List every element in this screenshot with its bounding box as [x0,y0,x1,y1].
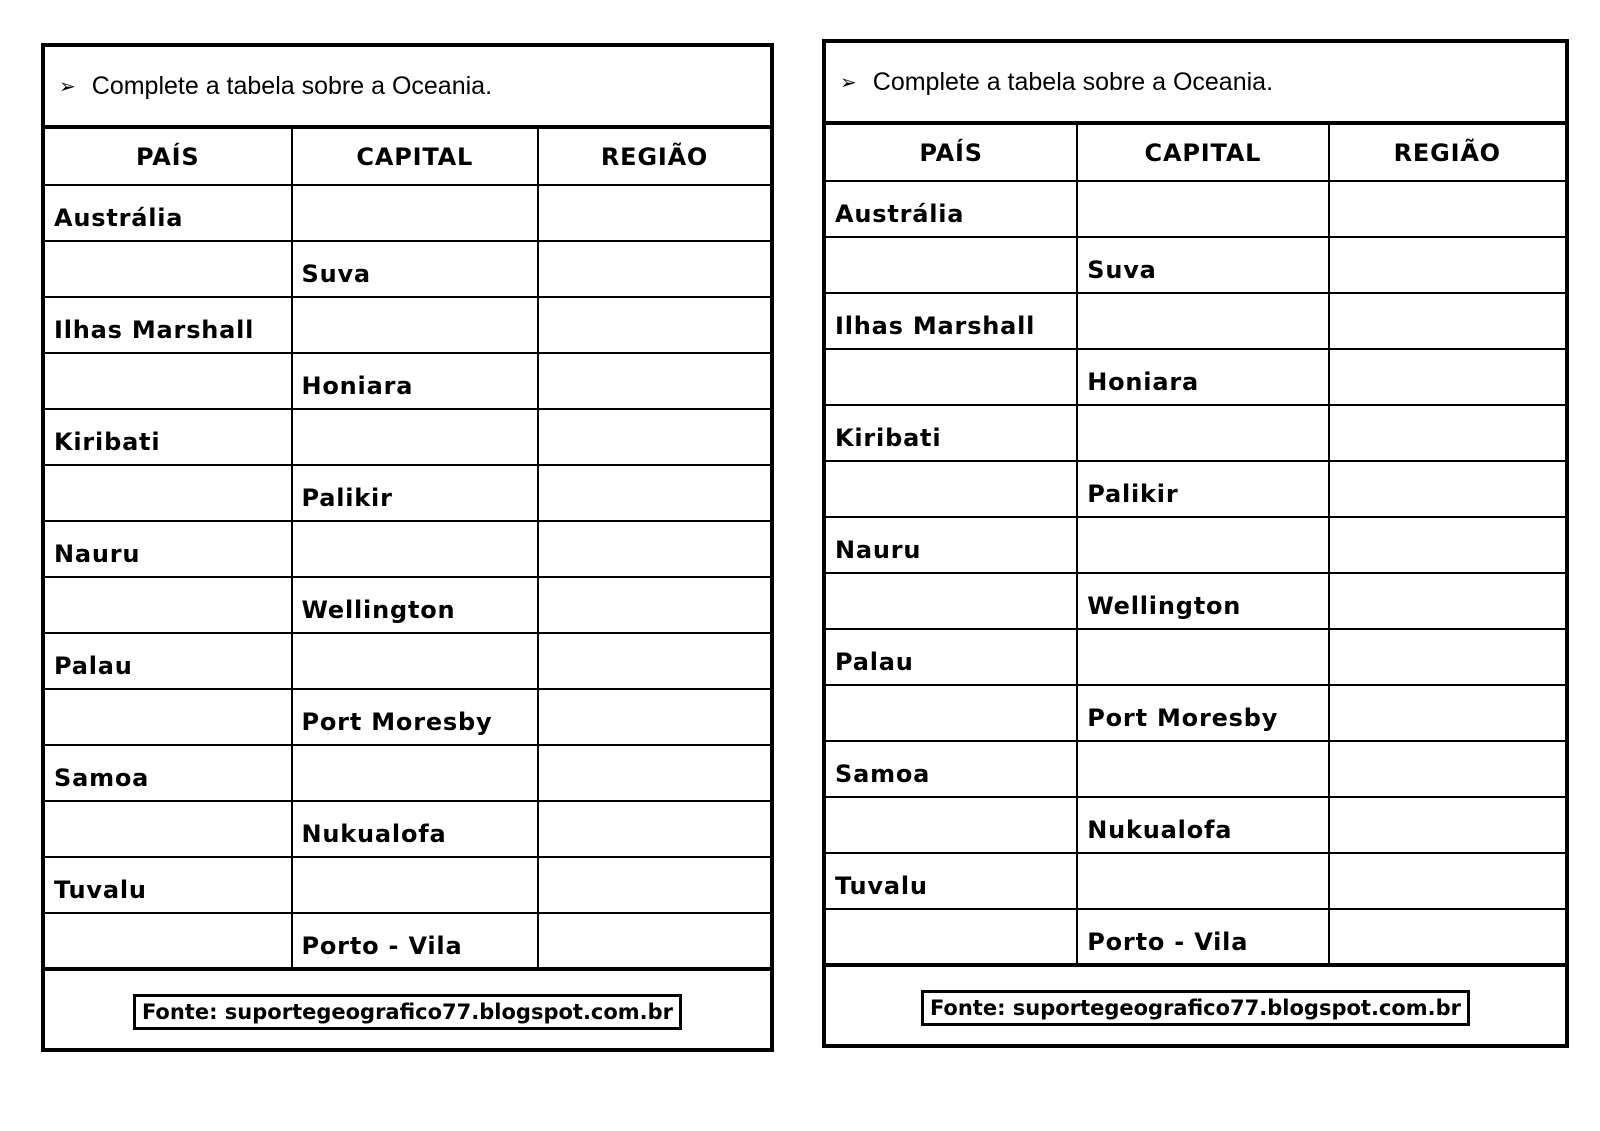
header-regiao: REGIÃO [538,129,770,185]
table-row [45,353,770,409]
cell-pais[interactable]: Ilhas Marshall [826,293,1077,349]
cell-capital[interactable] [292,297,539,353]
cell-pais[interactable]: Samoa [45,745,292,801]
cell-regiao[interactable] [538,689,770,745]
cell-pais[interactable]: Tuvalu [45,857,292,913]
cell-pais[interactable]: Tuvalu [826,853,1077,909]
table-row [826,349,1565,405]
table-row [45,241,770,297]
table-body [45,185,770,969]
cell-pais[interactable] [45,689,292,745]
header-pais: PAÍS [45,129,292,185]
cell-regiao[interactable] [538,577,770,633]
cell-capital[interactable] [1077,405,1328,461]
cell-regiao[interactable] [1329,573,1566,629]
cell-pais[interactable]: Nauru [45,521,292,577]
cell-capital[interactable] [1077,293,1328,349]
worksheet-card-left [41,43,774,1052]
cell-regiao[interactable] [1329,405,1566,461]
table-row [826,797,1565,853]
cell-regiao[interactable] [538,241,770,297]
cell-regiao[interactable] [1329,629,1566,685]
cell-regiao[interactable] [538,409,770,465]
cell-pais[interactable] [826,573,1077,629]
table-header-row [826,125,1565,181]
cell-pais[interactable]: Nauru [826,517,1077,573]
table-row [826,237,1565,293]
cell-pais[interactable]: Kiribati [45,409,292,465]
cell-regiao[interactable] [1329,349,1566,405]
cell-capital[interactable] [292,857,539,913]
header-capital: CAPITAL [292,129,539,185]
cell-regiao[interactable] [1329,293,1566,349]
cell-capital[interactable] [1077,629,1328,685]
cell-pais[interactable] [826,349,1077,405]
header-regiao: REGIÃO [1329,125,1566,181]
table-row [45,633,770,689]
cell-capital[interactable] [1077,181,1328,237]
cell-capital[interactable] [292,521,539,577]
table-row [45,521,770,577]
cell-regiao[interactable] [538,857,770,913]
instruction-header [826,43,1565,125]
header-capital: CAPITAL [1077,125,1328,181]
cell-pais[interactable]: Palau [45,633,292,689]
cell-regiao[interactable] [1329,909,1566,965]
cell-capital[interactable]: Wellington [1077,573,1328,629]
cell-capital[interactable] [292,185,539,241]
cell-pais[interactable] [45,353,292,409]
table-row [826,181,1565,237]
cell-regiao[interactable] [1329,797,1566,853]
cell-capital[interactable]: Nukualofa [292,801,539,857]
cell-capital[interactable]: Porto - Vila [292,913,539,969]
cell-capital[interactable]: Suva [292,241,539,297]
cell-pais[interactable]: Palau [826,629,1077,685]
cell-capital[interactable] [292,409,539,465]
cell-pais[interactable] [826,685,1077,741]
table-row [826,853,1565,909]
table-row [826,461,1565,517]
table-row [45,409,770,465]
cell-regiao[interactable] [538,465,770,521]
cell-capital[interactable] [292,633,539,689]
cell-regiao[interactable] [538,521,770,577]
cell-pais[interactable] [826,797,1077,853]
cell-pais[interactable]: Austrália [826,181,1077,237]
table-row [45,465,770,521]
cell-regiao[interactable] [538,633,770,689]
table-row [45,577,770,633]
table-row [826,573,1565,629]
cell-capital[interactable]: Nukualofa [1077,797,1328,853]
cell-capital[interactable]: Palikir [292,465,539,521]
cell-capital[interactable] [1077,517,1328,573]
table-row [45,913,770,969]
table-row [45,745,770,801]
table-row [826,741,1565,797]
worksheet-card-right [822,39,1569,1048]
cell-capital[interactable]: Wellington [292,577,539,633]
table-row [45,857,770,913]
cell-capital[interactable]: Honiara [1077,349,1328,405]
table-row [826,293,1565,349]
table-row [45,185,770,241]
cell-regiao[interactable] [538,745,770,801]
cell-pais[interactable]: Kiribati [826,405,1077,461]
cell-pais[interactable] [45,801,292,857]
cell-pais[interactable] [45,465,292,521]
table-body [826,181,1565,965]
arrowhead-bullet-icon: ➢ [59,75,76,98]
oceania-table [826,125,1565,967]
cell-pais[interactable] [45,241,292,297]
table-row [45,801,770,857]
cell-pais[interactable]: Austrália [45,185,292,241]
table-row [826,629,1565,685]
table-header-row [45,129,770,185]
cell-capital[interactable]: Port Moresby [292,689,539,745]
table-row [826,685,1565,741]
oceania-table [45,129,770,971]
table-row [45,689,770,745]
cell-capital[interactable]: Suva [1077,237,1328,293]
arrowhead-bullet-icon: ➢ [840,71,857,94]
cell-regiao[interactable] [1329,461,1566,517]
cell-regiao[interactable] [1329,517,1566,573]
cell-pais[interactable] [45,913,292,969]
source-credit: Fonte: suportegeografico77.blogspot.com.br [133,994,682,1030]
cell-capital[interactable]: Palikir [1077,461,1328,517]
source-credit: Fonte: suportegeografico77.blogspot.com.br [921,990,1470,1026]
cell-capital[interactable]: Port Moresby [1077,685,1328,741]
cell-pais[interactable] [826,909,1077,965]
cell-capital[interactable] [1077,741,1328,797]
table-row [826,909,1565,965]
cell-pais[interactable] [826,461,1077,517]
cell-regiao[interactable] [1329,685,1566,741]
instruction-text: Complete a tabela sobre a Oceania. [872,67,1274,96]
footer [45,971,770,1053]
cell-pais[interactable]: Ilhas Marshall [45,297,292,353]
footer [826,967,1565,1049]
cell-pais[interactable] [45,577,292,633]
table-row [826,405,1565,461]
cell-regiao[interactable] [538,801,770,857]
cell-capital[interactable]: Honiara [292,353,539,409]
cell-regiao[interactable] [1329,181,1566,237]
table-row [45,297,770,353]
cell-pais[interactable] [826,237,1077,293]
instruction-header [45,47,770,129]
instruction-text: Complete a tabela sobre a Oceania. [91,71,493,100]
cell-capital[interactable] [292,745,539,801]
cell-capital[interactable]: Porto - Vila [1077,909,1328,965]
cell-capital[interactable] [1077,853,1328,909]
cell-pais[interactable]: Samoa [826,741,1077,797]
cell-regiao[interactable] [538,297,770,353]
table-row [826,517,1565,573]
cell-regiao[interactable] [538,353,770,409]
cell-regiao[interactable] [1329,853,1566,909]
header-pais: PAÍS [826,125,1077,181]
cell-regiao[interactable] [538,913,770,969]
cell-regiao[interactable] [1329,741,1566,797]
cell-regiao[interactable] [538,185,770,241]
cell-regiao[interactable] [1329,237,1566,293]
